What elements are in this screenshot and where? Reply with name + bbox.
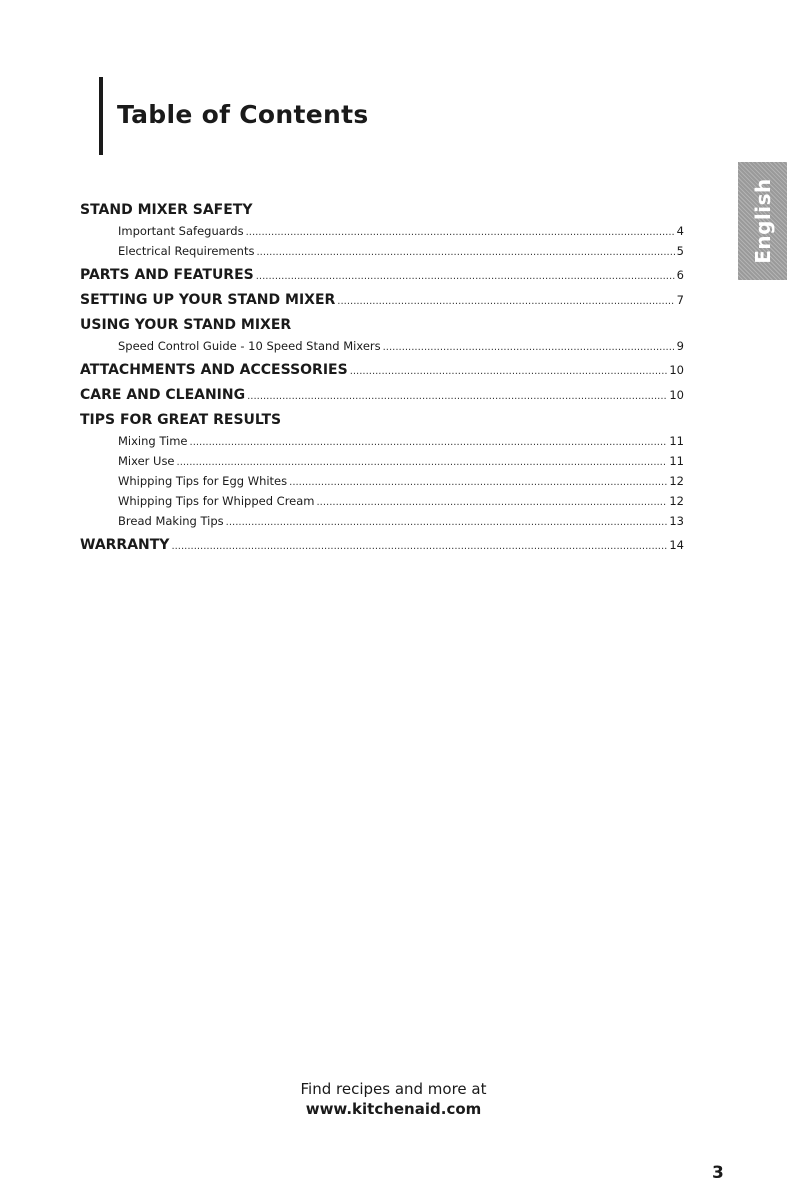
toc-entry[interactable] <box>80 534 684 556</box>
toc-entry[interactable] <box>80 336 684 356</box>
toc-leader-dots <box>247 386 667 408</box>
language-tab-label: English <box>750 178 775 264</box>
toc-page-number: 9 <box>676 339 684 353</box>
toc-section-stand-mixer-safety <box>80 199 684 261</box>
toc-section-parts-and-features <box>80 264 684 286</box>
toc-entry[interactable] <box>80 431 684 451</box>
title-accent-bar <box>99 77 103 155</box>
toc-item-label: Mixing Time <box>118 434 188 448</box>
toc-page-number: 10 <box>669 388 684 402</box>
toc-section-using-your-stand-mixer <box>80 314 684 356</box>
toc-page-number: 12 <box>669 474 684 488</box>
toc-entry[interactable] <box>80 359 684 381</box>
toc-section-attachments <box>80 359 684 381</box>
toc-section-care-and-cleaning <box>80 384 684 406</box>
toc-entry[interactable] <box>80 221 684 241</box>
toc-section-title: TIPS FOR GREAT RESULTS <box>80 412 282 428</box>
toc-page-number: 11 <box>669 434 684 448</box>
toc-section-title: CARE AND CLEANING <box>80 387 246 403</box>
toc-section-setting-up <box>80 289 684 311</box>
toc-page-number: 7 <box>676 293 684 307</box>
toc-entry[interactable] <box>80 264 684 286</box>
toc-section-title: PARTS AND FEATURES <box>80 267 254 283</box>
toc-entry[interactable] <box>80 314 684 336</box>
toc-entry[interactable] <box>80 511 684 531</box>
page-number: 3 <box>712 1163 724 1183</box>
toc-section-title: USING YOUR STAND MIXER <box>80 317 292 333</box>
footer-text: Find recipes and more at <box>300 1080 487 1098</box>
toc-section-title: ATTACHMENTS AND ACCESSORIES <box>80 362 348 378</box>
toc-entry[interactable] <box>80 384 684 406</box>
toc-leader-dots <box>350 361 668 383</box>
toc-entry[interactable] <box>80 289 684 311</box>
toc-section-tips <box>80 409 684 531</box>
toc-entry[interactable] <box>80 241 684 261</box>
toc-page-number: 14 <box>669 538 684 552</box>
toc-page-number: 5 <box>676 244 684 258</box>
language-tab <box>738 162 787 280</box>
toc-page-number: 12 <box>669 494 684 508</box>
toc-item-label: Whipping Tips for Whipped Cream <box>118 494 315 508</box>
table-of-contents <box>80 199 684 559</box>
toc-leader-dots <box>190 433 668 453</box>
toc-section-title: SETTING UP YOUR STAND MIXER <box>80 292 336 308</box>
toc-leader-dots <box>383 338 675 358</box>
toc-page-number: 13 <box>669 514 684 528</box>
toc-leader-dots <box>317 493 668 513</box>
page-title: Table of Contents <box>117 100 369 129</box>
toc-page-number: 4 <box>676 224 684 238</box>
toc-entry[interactable] <box>80 451 684 471</box>
toc-leader-dots <box>289 473 667 493</box>
toc-item-label: Mixer Use <box>118 454 175 468</box>
toc-section-title: STAND MIXER SAFETY <box>80 202 253 218</box>
website-link[interactable]: www.kitchenaid.com <box>305 1100 482 1118</box>
toc-page-number: 6 <box>676 268 684 282</box>
toc-item-label: Electrical Requirements <box>118 244 255 258</box>
toc-page-number: 10 <box>669 363 684 377</box>
toc-entry[interactable] <box>80 491 684 511</box>
toc-leader-dots <box>256 266 675 288</box>
toc-leader-dots <box>256 243 674 263</box>
toc-entry[interactable] <box>80 199 684 221</box>
toc-item-label: Whipping Tips for Egg Whites <box>118 474 288 488</box>
toc-page-number: 11 <box>669 454 684 468</box>
toc-entry[interactable] <box>80 409 684 431</box>
toc-item-label: Important Safeguards <box>118 224 244 238</box>
toc-item-label: Speed Control Guide - 10 Speed Stand Mixers <box>118 339 381 353</box>
toc-leader-dots <box>337 291 674 313</box>
toc-section-warranty <box>80 534 684 556</box>
toc-leader-dots <box>226 513 668 533</box>
toc-leader-dots <box>177 453 668 473</box>
toc-leader-dots <box>246 223 675 243</box>
toc-item-label: Bread Making Tips <box>118 514 224 528</box>
toc-section-title: WARRANTY <box>80 537 170 553</box>
toc-entry[interactable] <box>80 471 684 491</box>
footer <box>0 1079 787 1119</box>
toc-leader-dots <box>171 536 667 558</box>
